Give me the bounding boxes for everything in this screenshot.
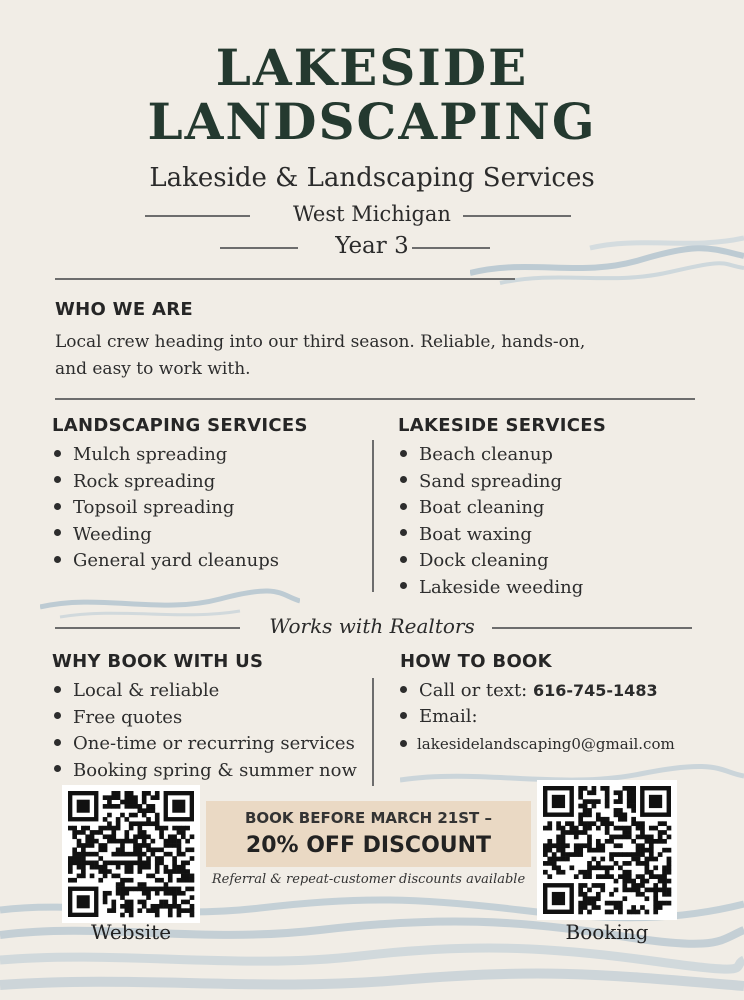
list-item: Weeding (54, 522, 279, 549)
bullet-icon (400, 740, 407, 747)
bullet-icon (400, 503, 407, 510)
contact-phone-row (400, 678, 658, 704)
booking-column-divider (372, 678, 374, 786)
list-item: Dock cleaning (400, 548, 583, 575)
lakeside-services-list (400, 442, 583, 601)
contact-email-label-row (400, 704, 478, 730)
phone-number[interactable]: 616-745-1483 (532, 681, 658, 700)
list-item: One-time or recurring services (54, 731, 357, 758)
list-item: Lakeside weeding (400, 575, 583, 602)
brand-title-line1: LAKESIDE (215, 38, 529, 97)
list-item: General yard cleanups (54, 548, 279, 575)
list-item: Beach cleanup (400, 442, 583, 469)
bullet-icon (400, 712, 407, 719)
services-divider (55, 398, 695, 400)
bullet-icon (54, 450, 61, 457)
bullet-icon (54, 529, 61, 536)
booking-qr-label: Booking (565, 920, 649, 944)
tagline: Lakeside & Landscaping Services (149, 163, 595, 193)
realtors-label: Works with Realtors (269, 614, 475, 638)
landscaping-services-heading: LANDSCAPING SERVICES (52, 415, 308, 436)
bullet-icon (54, 503, 61, 510)
region-label: West Michigan (293, 202, 451, 226)
who-we-are-line1: Local crew heading into our third season. Reliable, hands-on, (55, 332, 586, 352)
realtors-rule-right (492, 627, 692, 629)
how-to-book-heading: HOW TO BOOK (400, 651, 552, 672)
promo-deadline: BOOK BEFORE MARCH 21ST – (245, 809, 492, 827)
email-label: Email: (419, 706, 478, 727)
list-item: Sand spreading (400, 469, 583, 496)
list-item: Boat waxing (400, 522, 583, 549)
bullet-icon (400, 556, 407, 563)
list-item: Topsoil spreading (54, 495, 279, 522)
booking-qr-code[interactable] (537, 780, 677, 920)
bullet-icon (400, 686, 407, 693)
bullet-icon (400, 476, 407, 483)
promo-discount: 20% OFF DISCOUNT (245, 833, 492, 858)
contact-email-row (400, 731, 675, 757)
list-item: Local & reliable (54, 678, 357, 705)
who-we-are-heading: WHO WE ARE (55, 299, 193, 320)
list-item: Booking spring & summer now (54, 758, 357, 785)
call-label: Call or text: (419, 680, 533, 701)
brand-title-line2: LANDSCAPING (147, 92, 597, 151)
bullet-icon (54, 476, 61, 483)
bullet-icon (400, 450, 407, 457)
year-rule-right (412, 247, 490, 249)
list-item: Boat cleaning (400, 495, 583, 522)
bullet-icon (54, 556, 61, 563)
referral-note: Referral & repeat-customer discounts available (211, 872, 526, 887)
landscaping-services-list (54, 442, 279, 575)
why-book-list (54, 678, 357, 784)
bullet-icon (400, 582, 407, 589)
bullet-icon (54, 739, 61, 746)
who-we-are-line2: and easy to work with. (55, 359, 251, 379)
region-rule-right (463, 215, 571, 217)
website-qr-code[interactable] (62, 785, 200, 923)
header-divider (55, 278, 515, 280)
email-address[interactable]: lakesidelandscaping0@gmail.com (417, 735, 675, 753)
bullet-icon (54, 765, 61, 772)
services-column-divider (372, 440, 374, 592)
year-label: Year 3 (335, 233, 409, 259)
bullet-icon (54, 712, 61, 719)
website-qr-label: Website (90, 920, 172, 944)
qr-booking-icon (537, 780, 677, 920)
promo-banner (206, 801, 531, 867)
list-item: Mulch spreading (54, 442, 279, 469)
bullet-icon (54, 686, 61, 693)
lakeside-services-heading: LAKESIDE SERVICES (398, 415, 607, 436)
qr-website-icon (62, 785, 200, 923)
why-book-heading: WHY BOOK WITH US (52, 651, 264, 672)
list-item: Rock spreading (54, 469, 279, 496)
bullet-icon (400, 529, 407, 536)
list-item: Free quotes (54, 705, 357, 732)
